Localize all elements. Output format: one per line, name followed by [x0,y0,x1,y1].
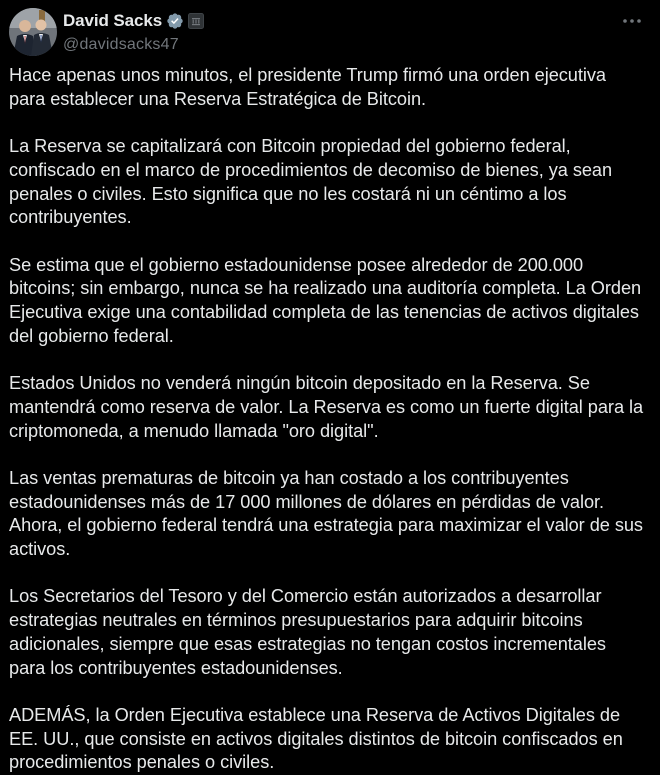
post-paragraph: ADEMÁS, la Orden Ejecutiva establece una Reserva de Activos Digitales de EE. UU., que consiste en activos digitales distintos de bitcoin confiscados en procedimientos penales o civiles. [9,704,623,773]
post-paragraph: Se estima que el gobierno estadounidense posee alrededor de 200.000 bitcoins; sin embargo, nunca se ha realizado una auditoría completa. La Orden Ejecutiva exige una contabilidad completa de las tenencias de activos digitales del gobierno federal. [9,254,642,346]
avatar[interactable] [9,8,57,56]
post-text [9,64,645,775]
government-affiliate-badge-icon[interactable] [188,13,204,29]
post-paragraph: Estados Unidos no venderá ningún bitcoin depositado en la Reserva. Se mantendrá como reserva de valor. La Reserva es como un fuerte digital para la criptomoneda, a menudo llamada "oro digital". [9,373,644,441]
author-display-name[interactable]: David Sacks [63,11,163,30]
author-identity [63,10,204,54]
post-paragraph: La Reserva se capitalizará con Bitcoin propiedad del gobierno federal, confiscado en el marco de procedimientos de decomiso de bienes, ya sean penales o civiles. Esto significa que no les costará ni un céntimo a los contribuyentes. [9,136,613,228]
post-paragraph: Las ventas prematuras de bitcoin ya han costado a los contribuyentes estadounidenses más de 17 000 millones de dólares en pérdidas de valor. Ahora, el gobierno federal tendrá una estrategia para maximizar el valor de sus activos. [9,467,643,559]
post-header [9,8,648,58]
author-handle[interactable]: @davidsacks47 [63,36,179,53]
verified-badge-icon[interactable] [166,12,184,30]
post-paragraph: Los Secretarios del Tesoro y del Comercio están autorizados a desarrollar estrategias neutrales en términos presupuestarios para adquirir bitcoins adicionales, siempre que esas estrategias no tengan costos incrementales para los contribuyentes estadounidenses. [9,586,606,678]
more-options-button[interactable] [619,10,645,32]
avatar-photo-icon [9,8,57,56]
more-options-icon [622,18,642,24]
name-row [63,10,204,32]
post-paragraph: Hace apenas unos minutos, el presidente Trump firmó una orden ejecutiva para establecer una Reserva Estratégica de Bitcoin. [9,65,606,109]
